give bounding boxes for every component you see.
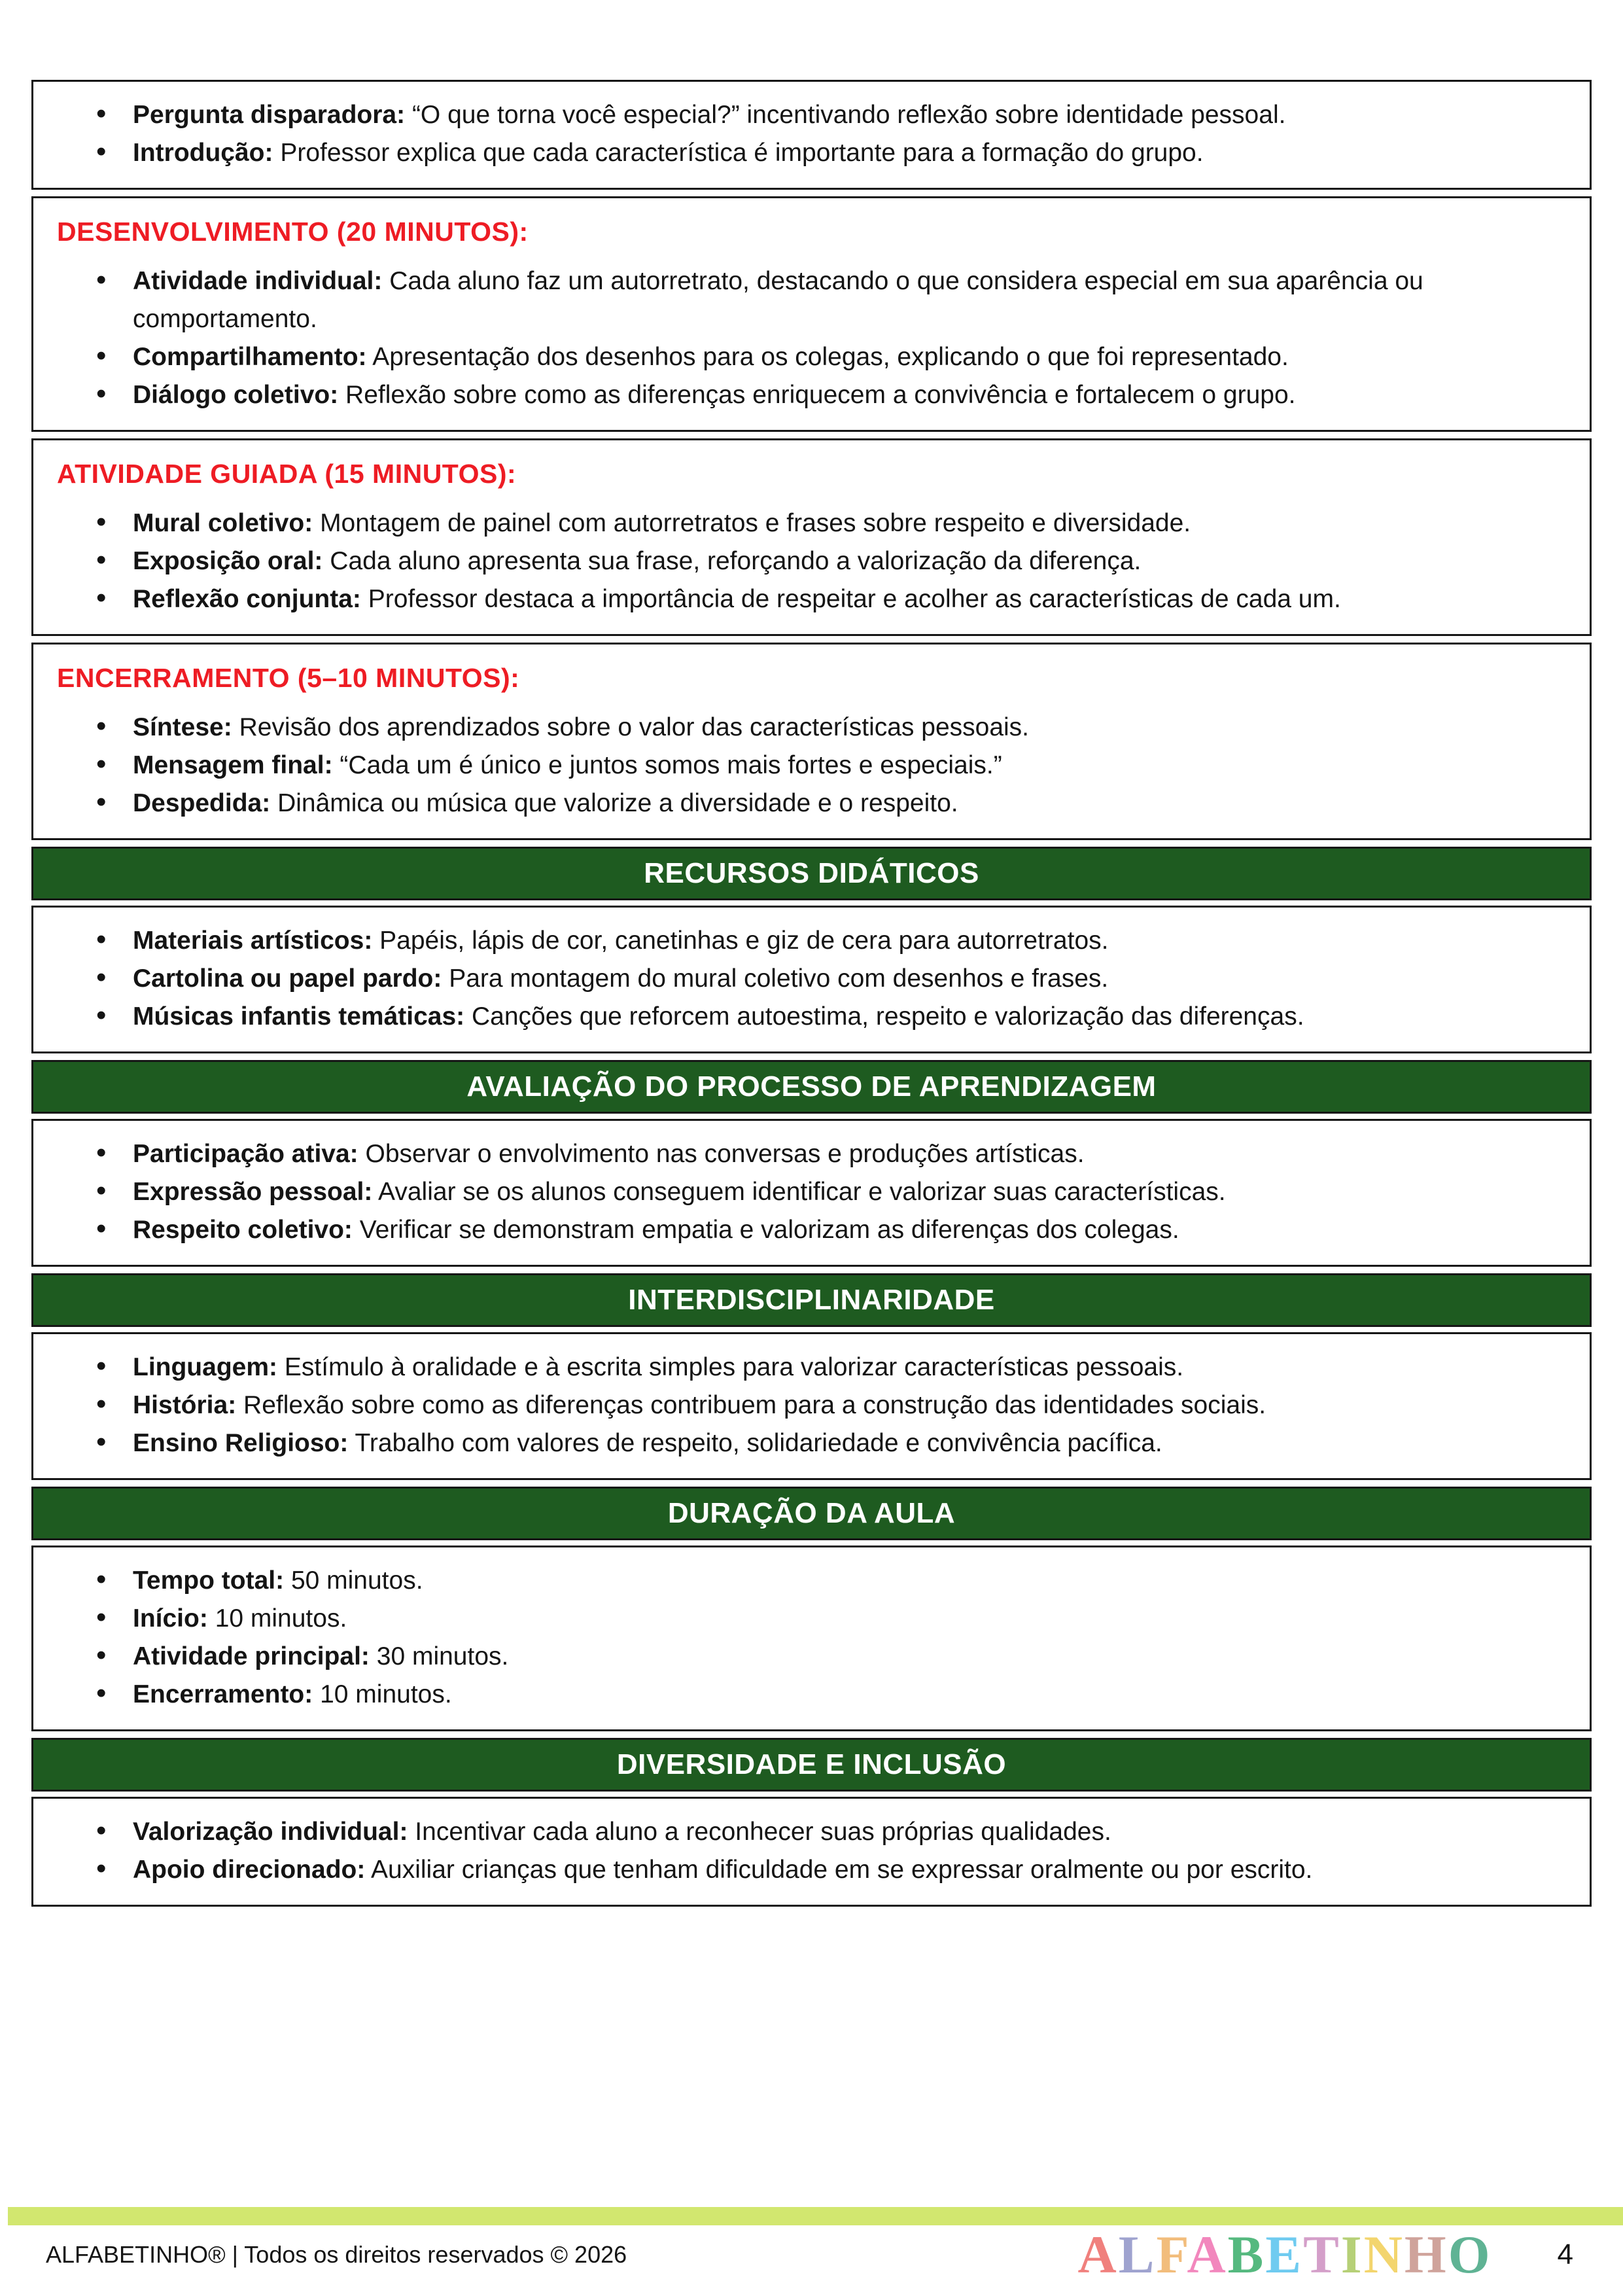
section-heading: DESENVOLVIMENTO (20 MINUTOS): (57, 217, 529, 247)
list-item (57, 504, 1563, 542)
bullet-label: Atividade individual: (133, 267, 383, 295)
section-diversidade (31, 1738, 1592, 1907)
section-banner: INTERDISCIPLINARIDADE (31, 1273, 1592, 1327)
list-item (57, 1211, 1563, 1249)
list-item (57, 1424, 1563, 1462)
section-banner: DURAÇÃO DA AULA (31, 1487, 1592, 1540)
bullet-label: Materiais artísticos: (133, 927, 373, 955)
bullet-label: Participação ativa: (133, 1140, 358, 1168)
list-item (57, 580, 1563, 618)
list-item (57, 1386, 1563, 1424)
section-banner: RECURSOS DIDÁTICOS (31, 847, 1592, 900)
page-footer (46, 2223, 1573, 2286)
footer-logo (1077, 2225, 1492, 2284)
bullet-list (57, 1349, 1563, 1462)
bullet-label: Encerramento: (133, 1680, 313, 1708)
bullet-label: Músicas infantis temáticas: (133, 1002, 465, 1031)
section-desenvolvimento (31, 196, 1592, 432)
bullet-list (57, 1135, 1563, 1249)
page-number: 4 (1557, 2238, 1573, 2270)
logo-letter: T (1303, 2225, 1341, 2284)
footer-accent-bar (8, 2207, 1623, 2225)
bullet-text: Professor explica que cada característica é importante para a formação do grupo. (280, 139, 1204, 167)
bullet-text: Verificar se demonstram empatia e valorizam as diferenças dos colegas. (359, 1216, 1179, 1244)
section-box (31, 1332, 1592, 1480)
bullet-text: Trabalho com valores de respeito, solidariedade e convivência pacífica. (355, 1429, 1162, 1457)
list-item (57, 747, 1563, 785)
logo-letter: H (1404, 2225, 1448, 2284)
list-item (57, 262, 1563, 338)
list-item (57, 1349, 1563, 1386)
bullet-text: “Cada um é único e juntos somos mais fortes e especiais.” (340, 751, 1002, 779)
bullet-text: Para montagem do mural coletivo com desenhos e frases. (449, 964, 1109, 993)
bullet-label: Diálogo coletivo: (133, 381, 339, 409)
section-box (31, 906, 1592, 1053)
bullet-text: Reflexão sobre como as diferenças contribuem para a construção das identidades sociais. (243, 1391, 1266, 1419)
bullet-text: 50 minutos. (290, 1566, 423, 1595)
bullet-list (57, 96, 1563, 172)
bullet-text: 30 minutos. (376, 1642, 509, 1670)
bullet-label: Ensino Religioso: (133, 1429, 349, 1457)
list-item (57, 998, 1563, 1036)
section-recursos (31, 847, 1592, 1053)
list-item (57, 96, 1563, 134)
bullet-label: Tempo total: (133, 1566, 285, 1595)
list-item (57, 785, 1563, 822)
list-item (57, 1173, 1563, 1211)
list-item (57, 922, 1563, 960)
section-atividade-guiada (31, 438, 1592, 636)
section-banner: AVALIAÇÃO DO PROCESSO DE APRENDIZAGEM (31, 1060, 1592, 1114)
bullet-label: Despedida: (133, 789, 271, 817)
list-item (57, 1676, 1563, 1714)
list-item (57, 1851, 1563, 1889)
bullet-text: Cada aluno apresenta sua frase, reforçando a valorização da diferença. (330, 547, 1142, 575)
section-box (31, 1545, 1592, 1731)
bullet-label: Respeito coletivo: (133, 1216, 353, 1244)
list-item (57, 1135, 1563, 1173)
bullet-label: Início: (133, 1604, 208, 1633)
bullet-label: Introdução: (133, 139, 273, 167)
bullet-text: Auxiliar crianças que tenham dificuldade em se expressar oralmente ou por escrito. (371, 1856, 1313, 1884)
bullet-text: Avaliar se os alunos conseguem identificar e valorizar suas características. (378, 1178, 1226, 1206)
bullet-label: Síntese: (133, 713, 232, 741)
bullet-text: Cada aluno faz um autorretrato, destacando o que considera especial em sua aparência ou comportamento. (133, 267, 1423, 333)
bullet-text: Revisão dos aprendizados sobre o valor das características pessoais. (239, 713, 1030, 741)
list-item (57, 338, 1563, 376)
section-banner: DIVERSIDADE E INCLUSÃO (31, 1738, 1592, 1792)
bullet-list (57, 262, 1563, 414)
list-item (57, 1813, 1563, 1851)
section-encerramento (31, 643, 1592, 840)
bullet-text: Papéis, lápis de cor, canetinhas e giz de cera para autorretratos. (379, 927, 1109, 955)
bullet-text: 10 minutos. (320, 1680, 452, 1708)
list-item (57, 1600, 1563, 1638)
section-intro (31, 80, 1592, 190)
bullet-text: Professor destaca a importância de respeitar e acolher as características de cada um. (368, 585, 1341, 613)
section-box (31, 1119, 1592, 1267)
bullet-text: Incentivar cada aluno a reconhecer suas próprias qualidades. (415, 1818, 1111, 1846)
list-item (57, 1638, 1563, 1676)
section-duracao (31, 1487, 1592, 1731)
section-heading: ATIVIDADE GUIADA (15 MINUTOS): (57, 459, 517, 489)
bullet-text: “O que torna você especial?” incentivando reflexão sobre identidade pessoal. (411, 101, 1286, 129)
logo-letter: A (1187, 2225, 1228, 2284)
bullet-label: Valorização individual: (133, 1818, 408, 1846)
bullet-label: Apoio direcionado: (133, 1856, 366, 1884)
bullet-label: Linguagem: (133, 1353, 277, 1381)
section-heading: ENCERRAMENTO (5–10 MINUTOS): (57, 663, 520, 693)
bullet-list (57, 1562, 1563, 1714)
list-item (57, 376, 1563, 414)
list-item (57, 709, 1563, 747)
bullet-text: Canções que reforcem autoestima, respeito e valorização das diferenças. (472, 1002, 1304, 1031)
bullet-label: Atividade principal: (133, 1642, 370, 1670)
bullet-label: História: (133, 1391, 237, 1419)
bullet-label: Pergunta disparadora: (133, 101, 406, 129)
section-avaliacao (31, 1060, 1592, 1267)
list-item (57, 542, 1563, 580)
logo-letter: L (1118, 2225, 1157, 2284)
bullet-text: 10 minutos. (215, 1604, 347, 1633)
logo-letter: O (1448, 2225, 1492, 2284)
bullet-list (57, 709, 1563, 822)
bullet-label: Cartolina ou papel pardo: (133, 964, 442, 993)
logo-letter: A (1077, 2225, 1119, 2284)
bullet-text: Observar o envolvimento nas conversas e produções artísticas. (365, 1140, 1085, 1168)
bullet-label: Reflexão conjunta: (133, 585, 361, 613)
logo-letter: F (1156, 2225, 1187, 2284)
bullet-label: Expressão pessoal: (133, 1178, 373, 1206)
bullet-text: Apresentação dos desenhos para os colegas, explicando o que foi representado. (372, 343, 1289, 371)
bullet-list (57, 1813, 1563, 1889)
logo-letter: N (1363, 2225, 1405, 2284)
bullet-label: Mural coletivo: (133, 509, 313, 537)
bullet-label: Mensagem final: (133, 751, 333, 779)
section-box (31, 1797, 1592, 1907)
logo-letter: E (1265, 2225, 1304, 2284)
bullet-list (57, 922, 1563, 1036)
bullet-text: Estímulo à oralidade e à escrita simples para valorizar características pessoais. (284, 1353, 1184, 1381)
list-item (57, 134, 1563, 172)
bullet-label: Compartilhamento: (133, 343, 367, 371)
bullet-label: Exposição oral: (133, 547, 323, 575)
list-item (57, 1562, 1563, 1600)
section-interdisciplinaridade (31, 1273, 1592, 1480)
logo-letter: B (1227, 2225, 1266, 2284)
list-item (57, 960, 1563, 998)
logo-letter: I (1340, 2225, 1364, 2284)
footer-copyright: ALFABETINHO® | Todos os direitos reservados © 2026 (46, 2241, 627, 2268)
bullet-text: Reflexão sobre como as diferenças enriquecem a convivência e fortalecem o grupo. (345, 381, 1296, 409)
bullet-text: Dinâmica ou música que valorize a diversidade e o respeito. (277, 789, 958, 817)
bullet-text: Montagem de painel com autorretratos e frases sobre respeito e diversidade. (320, 509, 1191, 537)
bullet-list (57, 504, 1563, 618)
